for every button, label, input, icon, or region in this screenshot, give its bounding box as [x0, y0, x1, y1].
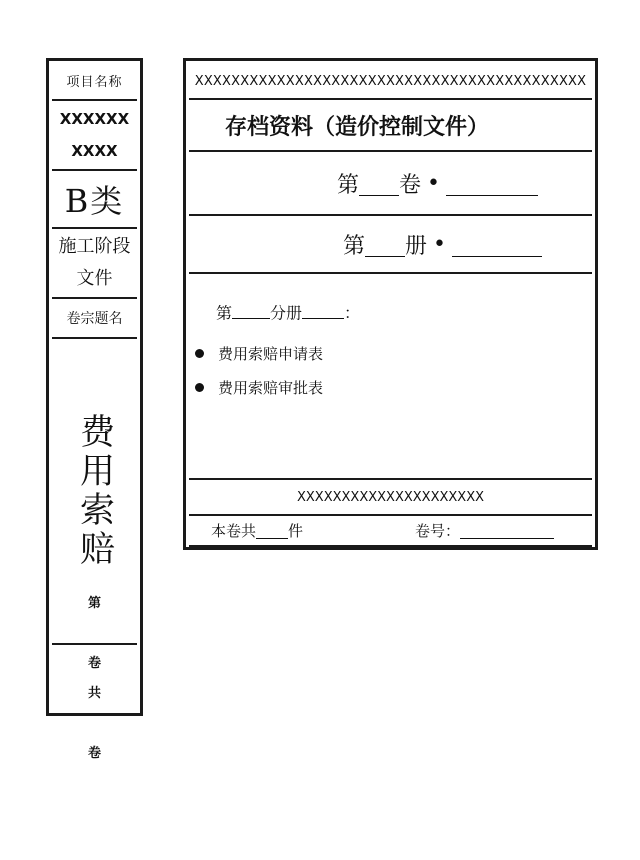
vol-total-prefix: 共 [87, 686, 101, 701]
count-blank [256, 522, 288, 540]
archive-title: 存档资料（造价控制文件） [189, 100, 592, 152]
volume-name-blank [446, 170, 538, 195]
volume-total-line [82, 679, 108, 769]
category: B类 [52, 171, 137, 229]
bullet-icon [195, 349, 204, 358]
header-code: XXXXXXXXXXXXXXXXXXXXXXXXXXXXXXXXXXXXXXXXXXX [189, 64, 592, 100]
volume-blank [359, 170, 399, 195]
volume-title-label: 卷宗题名 [52, 299, 137, 339]
count-prefix: 本卷共 [211, 522, 257, 540]
subbook-blank [232, 300, 270, 319]
project-name-value: XXXXXXXXXX [52, 101, 137, 171]
subbook-line [216, 300, 360, 324]
stage: 施工阶段文件 [52, 229, 137, 299]
vol-no-suffix: 卷 [87, 656, 101, 671]
list-item-text: 费用索赔审批表 [218, 378, 324, 397]
volume-no-blank [460, 522, 554, 540]
subbook-name-blank [302, 300, 344, 319]
book-line [189, 216, 592, 274]
volume-title: 费用索赔 [74, 413, 115, 569]
spine-label [46, 58, 143, 761]
count-line [189, 516, 592, 547]
subbook-middle: 分册 [270, 303, 303, 323]
subbook-colon: ： [344, 303, 361, 323]
book-name-blank [452, 231, 542, 256]
vol-total-suffix: 卷 [87, 746, 101, 761]
footer-code: XXXXXXXXXXXXXXXXXXXXX [189, 480, 592, 516]
volume-suffix: 卷 [399, 172, 422, 198]
book-prefix: 第 [343, 233, 366, 259]
subbook-prefix: 第 [216, 303, 233, 323]
project-name-label: 项目名称 [52, 61, 137, 101]
volume-number-line [82, 589, 108, 679]
list-item [195, 336, 323, 370]
bullet-icon [195, 383, 204, 392]
book-suffix: 册 [405, 233, 428, 259]
volume-prefix: 第 [337, 172, 360, 198]
count-suffix: 件 [288, 522, 304, 540]
book-blank [365, 231, 405, 256]
volume-numbering [52, 596, 137, 761]
volume-dot: • [427, 170, 441, 196]
contents-area [189, 274, 592, 480]
document-list [195, 336, 323, 404]
list-item-text: 费用索赔申请表 [218, 344, 324, 363]
vol-no-prefix: 第 [87, 596, 101, 611]
volume-no-label: 卷号： [415, 522, 461, 540]
book-dot: • [433, 231, 447, 257]
volume-line [189, 152, 592, 216]
list-item [195, 370, 323, 404]
archive-label [183, 58, 598, 550]
